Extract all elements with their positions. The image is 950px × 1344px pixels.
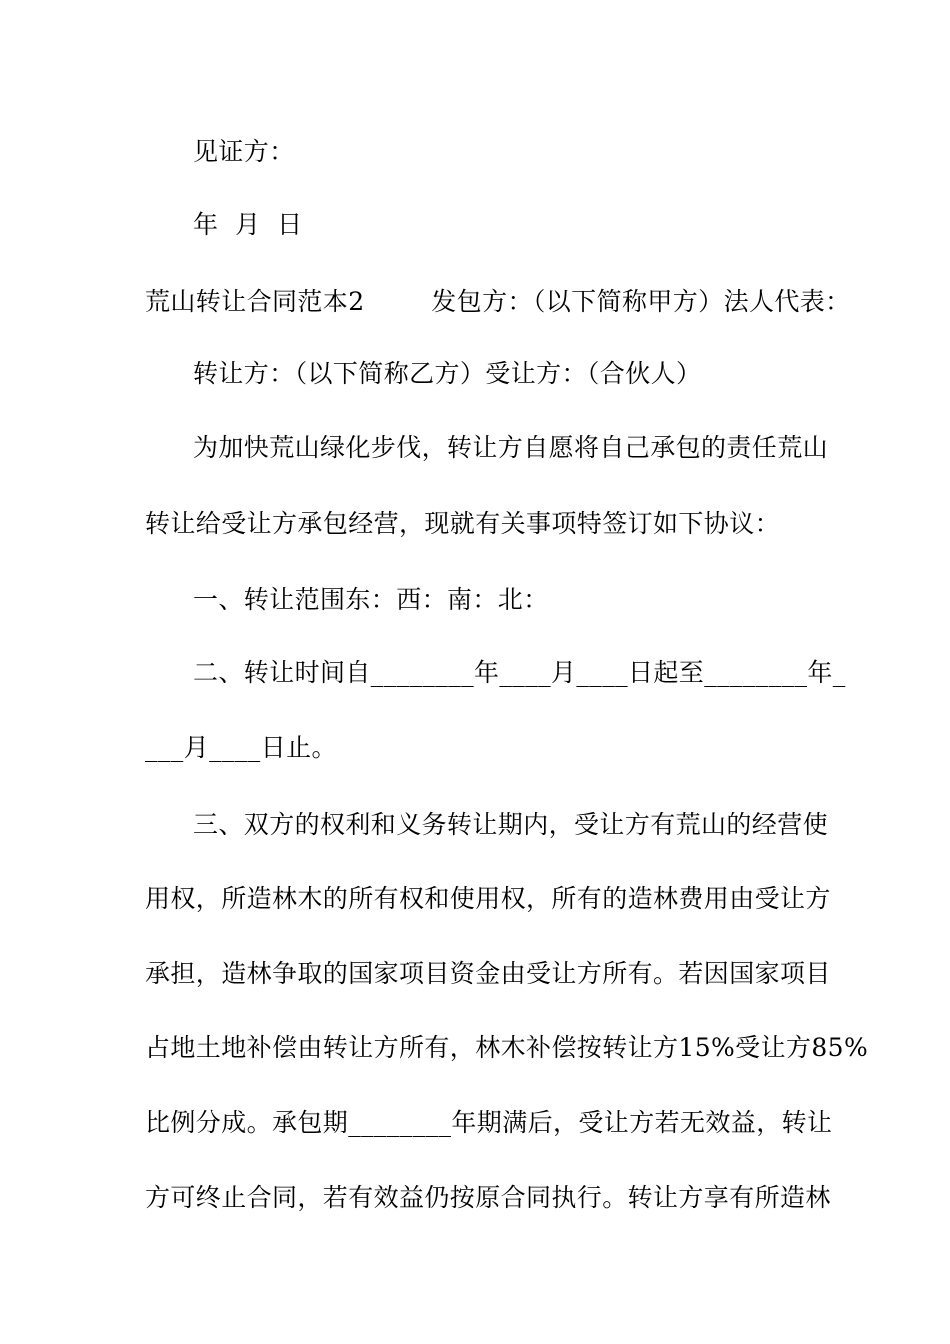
date-line: 年 月 日 xyxy=(193,210,303,239)
paragraph-line: 占地土地补偿由转让方所有，林木补偿按转让方15%受让方85% xyxy=(145,1033,869,1062)
clause-two-continuation: ___月____日止。 xyxy=(145,733,337,762)
clause-one-line: 一、转让范围东：西：南：北： xyxy=(193,585,549,614)
paragraph-line: 比例分成。承包期________年期满后，受让方若无效益，转让 xyxy=(145,1108,833,1137)
clause-two-line: 二、转让时间自________年____月____日起至________年_ xyxy=(193,658,846,687)
paragraph-line: 方可终止合同，若有效益仍按原合同执行。转让方享有所造林 xyxy=(145,1183,831,1212)
contract-title-line: 荒山转让合同范本2 发包方：（以下简称甲方）法人代表： xyxy=(145,287,851,316)
paragraph-line: 为加快荒山绿化步伐，转让方自愿将自己承包的责任荒山 xyxy=(193,433,829,462)
paragraph-line: 用权，所造林木的所有权和使用权，所有的造林费用由受让方 xyxy=(145,884,831,913)
paragraph-line: 承担，造林争取的国家项目资金由受让方所有。若因国家项目 xyxy=(145,959,831,988)
clause-three-line: 三、双方的权利和义务转让期内，受让方有荒山的经营使 xyxy=(193,810,829,839)
witness-line: 见证方： xyxy=(193,137,295,166)
paragraph-line: 转让给受让方承包经营，现就有关事项特签订如下协议： xyxy=(145,509,781,538)
transferor-line: 转让方：（以下简称乙方）受让方：（合伙人） xyxy=(193,359,702,388)
